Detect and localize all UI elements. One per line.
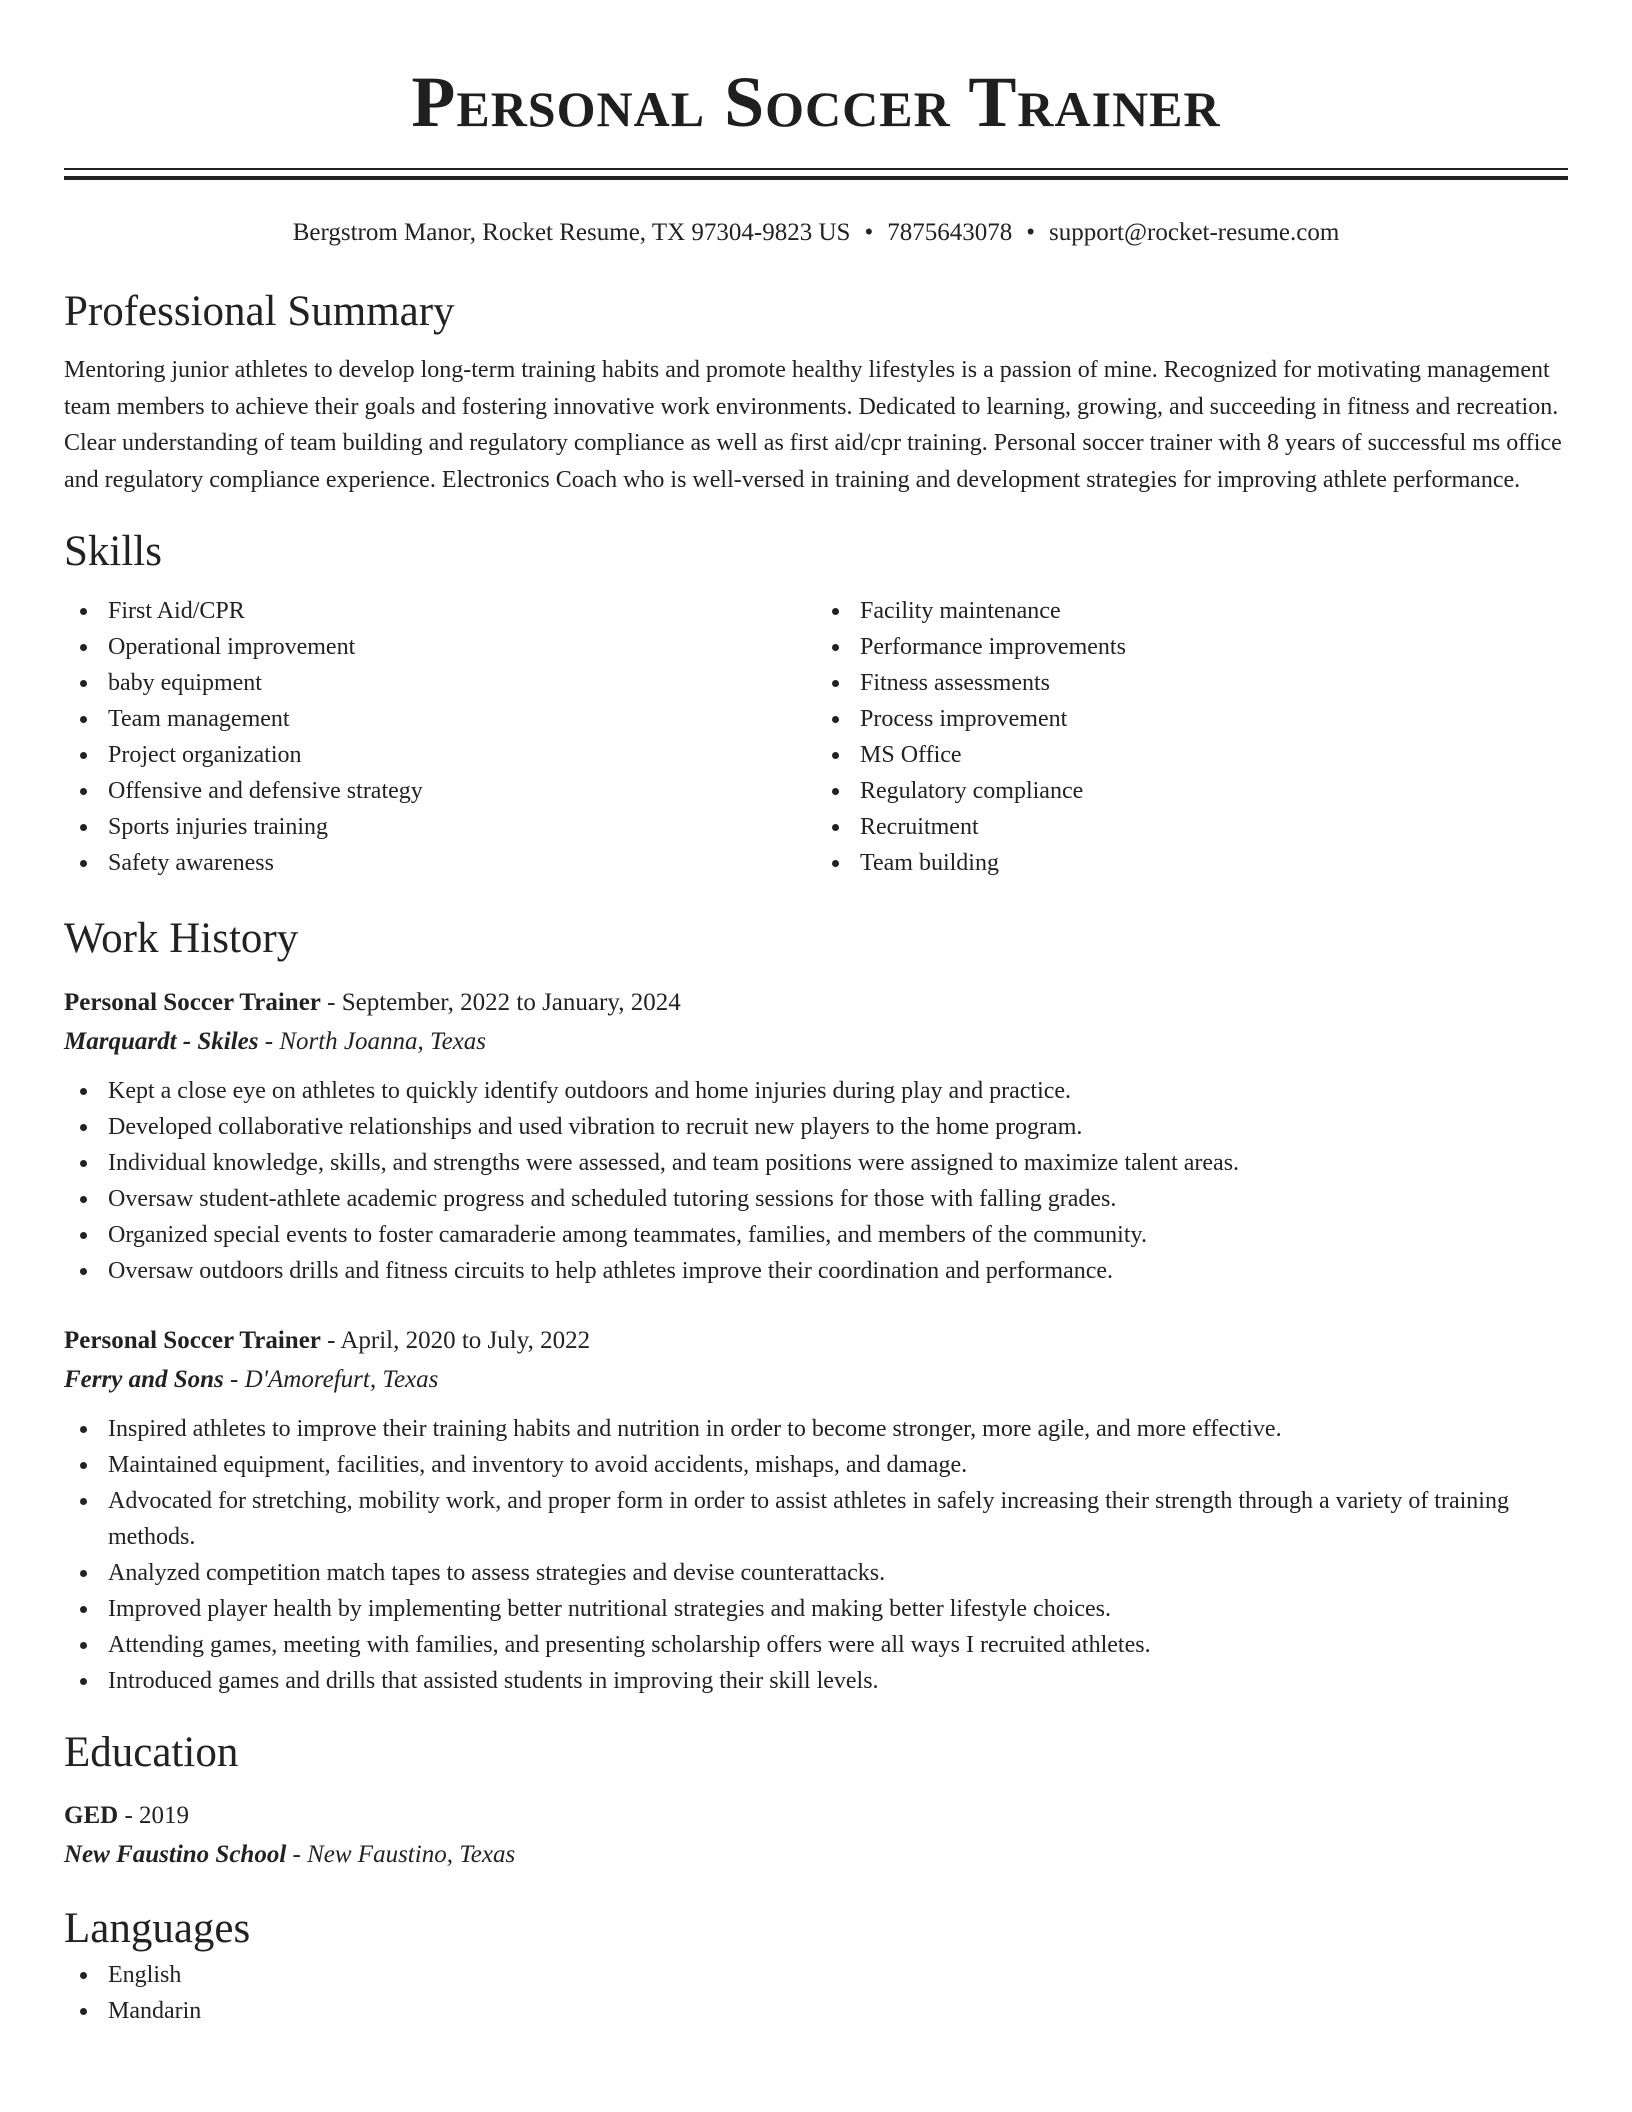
- header-divider: [64, 168, 1568, 180]
- job-duty: Maintained equipment, facilities, and inventory to avoid accidents, mishaps, and damage.: [64, 1447, 1568, 1483]
- language-item: English: [64, 1957, 1568, 1993]
- job-dash: -: [230, 1366, 239, 1393]
- work-history-heading: Work History: [64, 915, 299, 962]
- divider-thick: [64, 176, 1568, 180]
- skill-item: Offensive and defensive strategy: [64, 773, 816, 809]
- resume-name: Personal Soccer Trainer: [411, 62, 1221, 142]
- language-item: Mandarin: [64, 1993, 1568, 2029]
- skill-item: First Aid/CPR: [64, 593, 816, 629]
- skills-columns: [64, 593, 1568, 881]
- contact-separator: •: [864, 219, 874, 246]
- job-duty: Organized special events to foster camaraderie among teammates, families, and members of the community.: [64, 1217, 1568, 1253]
- divider-thin: [64, 168, 1568, 170]
- job-duty: Oversaw student-athlete academic progress and scheduled tutoring sessions for those with falling grades.: [64, 1181, 1568, 1217]
- job-dates: April, 2020 to July, 2022: [340, 1327, 591, 1354]
- languages-heading: Languages: [64, 1905, 251, 1952]
- job-duty: Oversaw outdoors drills and fitness circuits to help athletes improve their coordination and performance.: [64, 1253, 1568, 1289]
- education-entry: [64, 1797, 1568, 1875]
- skill-item: Facility maintenance: [816, 593, 1568, 629]
- skill-item: Team building: [816, 845, 1568, 881]
- skill-item: Process improvement: [816, 701, 1568, 737]
- education-school: New Faustino School: [64, 1841, 287, 1868]
- job-duty: Analyzed competition match tapes to assess strategies and devise counterattacks.: [64, 1555, 1568, 1591]
- contact-phone: 7875643078: [887, 219, 1013, 246]
- job-duty: Developed collaborative relationships and used vibration to recruit new players to the home program.: [64, 1109, 1568, 1145]
- job-dates: September, 2022 to January, 2024: [341, 989, 681, 1016]
- skill-item: Safety awareness: [64, 845, 816, 881]
- job-dash: -: [327, 989, 336, 1016]
- skills-heading: Skills: [64, 528, 162, 575]
- skill-item: Fitness assessments: [816, 665, 1568, 701]
- skill-item: Operational improvement: [64, 629, 816, 665]
- summary-heading: Professional Summary: [64, 288, 455, 335]
- job-duty: Advocated for stretching, mobility work, and proper form in order to assist athletes in safely increasing their strength through a variety of training methods.: [64, 1483, 1568, 1555]
- job-role: Personal Soccer Trainer: [64, 989, 321, 1016]
- job-title-line: [64, 1322, 1568, 1360]
- skill-item: Regulatory compliance: [816, 773, 1568, 809]
- skill-item: Recruitment: [816, 809, 1568, 845]
- skill-item: Performance improvements: [816, 629, 1568, 665]
- job-duty: Improved player health by implementing better nutritional strategies and making better lifestyle choices.: [64, 1591, 1568, 1627]
- job-title-line: [64, 984, 1568, 1022]
- education-school-line: [64, 1835, 1568, 1875]
- education-dash: -: [292, 1841, 301, 1868]
- job-role: Personal Soccer Trainer: [64, 1327, 321, 1354]
- job-duty: Inspired athletes to improve their training habits and nutrition in order to become stronger, more agile, and more effective.: [64, 1411, 1568, 1447]
- skill-item: baby equipment: [64, 665, 816, 701]
- skills-list-left: [64, 593, 816, 881]
- job-company: Marquardt - Skiles: [64, 1028, 259, 1055]
- education-degree-line: [64, 1797, 1568, 1835]
- job-company-line: [64, 1022, 1568, 1062]
- contact-line: [64, 216, 1568, 250]
- skill-item: Sports injuries training: [64, 809, 816, 845]
- skill-item: Project organization: [64, 737, 816, 773]
- job-entry: [64, 1322, 1568, 1699]
- education-dash: -: [124, 1802, 133, 1829]
- skill-item: MS Office: [816, 737, 1568, 773]
- summary-section: [64, 284, 1568, 498]
- education-location: New Faustino, Texas: [307, 1841, 516, 1868]
- job-duties-list: [64, 1411, 1568, 1699]
- job-dash: -: [327, 1327, 336, 1354]
- education-heading: Education: [64, 1729, 239, 1776]
- job-duty: Individual knowledge, skills, and strengths were assessed, and team positions were assigned to maximize talent areas.: [64, 1145, 1568, 1181]
- job-duty: Attending games, meeting with families, and presenting scholarship offers were all ways I recruited athletes.: [64, 1627, 1568, 1663]
- job-duties-list: [64, 1073, 1568, 1289]
- contact-separator: •: [1026, 219, 1035, 246]
- job-duty: Introduced games and drills that assisted students in improving their skill levels.: [64, 1663, 1568, 1699]
- education-year: 2019: [139, 1802, 190, 1829]
- languages-section: [64, 1901, 1568, 2029]
- contact-address: Bergstrom Manor, Rocket Resume, TX 97304-9823 US: [292, 219, 851, 246]
- job-duty: Kept a close eye on athletes to quickly identify outdoors and home injuries during play and practice.: [64, 1073, 1568, 1109]
- skill-item: Team management: [64, 701, 816, 737]
- education-section: [64, 1725, 1568, 1875]
- job-entry: [64, 984, 1568, 1289]
- languages-list: [64, 1957, 1568, 2029]
- job-location: North Joanna, Texas: [279, 1028, 487, 1055]
- work-history-section: [64, 911, 1568, 1699]
- job-company-line: [64, 1360, 1568, 1400]
- job-company: Ferry and Sons: [64, 1366, 224, 1393]
- contact-email: support@rocket-resume.com: [1049, 219, 1340, 246]
- skills-section: [64, 524, 1568, 881]
- job-location: D'Amorefurt, Texas: [244, 1366, 439, 1393]
- summary-text: Mentoring junior athletes to develop long-term training habits and promote healthy lifestyles is a passion of mine. Recognized for motivating management team members to achieve their goals and fostering innovative work environments. Dedicated to learning, growing, and succeeding in fitness and recreation. Clear understanding of team building and regulatory compliance as well as first aid/cpr training. Personal soccer trainer with 8 years of successful ms office and regulatory compliance experience. Electronics Coach who is well-versed in training and development strategies for improving athlete performance.: [64, 357, 1562, 493]
- skills-list-right: [816, 593, 1568, 881]
- job-dash: -: [264, 1028, 274, 1055]
- education-degree: GED: [64, 1802, 119, 1829]
